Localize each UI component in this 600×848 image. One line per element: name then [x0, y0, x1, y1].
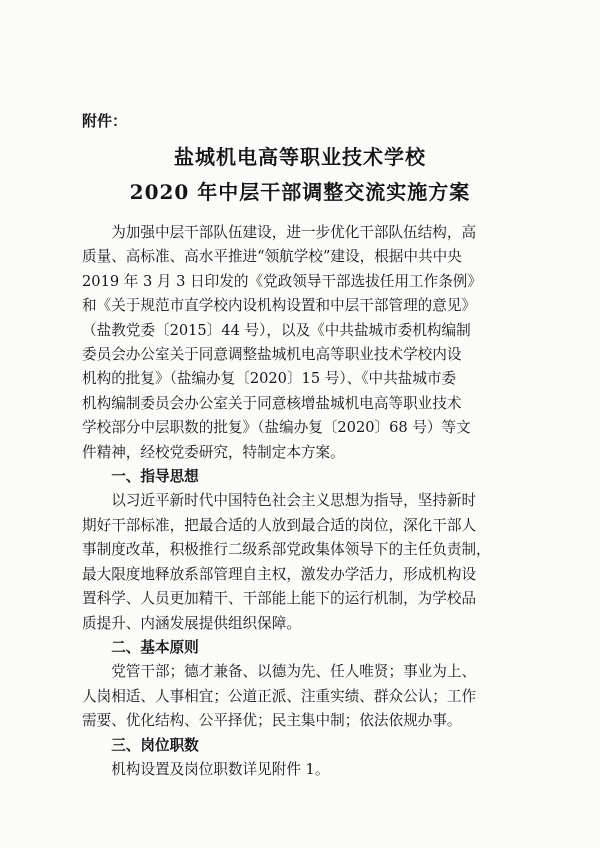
text-line: 学校部分中层职数的批复》（盐编办复〔2020〕68 号）等文: [82, 419, 471, 437]
text-line: 机构的批复》（盐编办复〔2020〕15 号）、《中共盐城市委: [82, 370, 457, 388]
document-body: [82, 221, 522, 782]
text-line: 机构编制委员会办公室关于同意核增盐城机电高等职业技术: [82, 394, 462, 412]
text-line: 和《关于规范市直学校内设机构设置和中层干部管理的意见》: [82, 297, 477, 315]
text-line: 人岗相适、人事相宜；公道正派、注重实绩、群众公认；工作: [82, 687, 477, 705]
text-line: 事制度改革，积极推行二级系部党政集体领导下的主任负责制，: [82, 541, 491, 559]
text-line: 件精神，经校党委研究，特制定本方案。: [82, 443, 345, 461]
document-title-line2: 2020 年中层干部调整交流实施方案: [129, 180, 471, 204]
section2-paragraph: [82, 660, 522, 733]
text-line: 委员会办公室关于同意调整盐城机电高等职业技术学校内设: [82, 346, 462, 364]
intro-paragraph: [82, 221, 522, 465]
section-heading-position-quota: 三、岗位职数: [111, 736, 199, 754]
text-line: 期好干部标准，把最合适的人放到最合适的岗位，深化干部人: [82, 516, 477, 534]
text-line: 党管干部；德才兼备、以德为先、任人唯贤；事业为上、: [111, 663, 477, 681]
section1-paragraph: [82, 489, 522, 635]
attachment-label: 附件：: [82, 112, 128, 130]
text-line: 以习近平新时代中国特色社会主义思想为指导，坚持新时: [111, 492, 477, 510]
document-title-line1: 盐城机电高等职业技术学校: [174, 145, 426, 169]
text-line: 机构设置及岗位职数详见附件 1。: [111, 760, 330, 778]
text-line: （盐教党委〔2015〕44 号），以及《中共盐城市委机构编制: [82, 321, 471, 339]
text-line: 质提升、内涵发展提供组织保障。: [82, 614, 301, 632]
text-line: 2019 年 3 月 3 日印发的《党政领导干部选拔任用工作条例》: [82, 272, 482, 290]
text-line: 需要、优化结构、公平择优；民主集中制；依法依规办事。: [82, 712, 462, 730]
section-heading-basic-principles: 二、基本原则: [111, 638, 199, 656]
text-line: 质量、高标准、高水平推进“领航学校”建设，根据中共中央: [82, 248, 462, 266]
section3-paragraph: [82, 758, 522, 782]
text-line: 最大限度地释放系部管理自主权，激发办学活力，形成机构设: [82, 565, 477, 583]
section-heading-guiding-ideology: 一、指导思想: [111, 468, 199, 486]
text-line: 置科学、人员更加精干、干部能上能下的运行机制，为学校品: [82, 590, 477, 608]
text-line: 为加强中层干部队伍建设，进一步优化干部队伍结构，高: [111, 224, 477, 241]
